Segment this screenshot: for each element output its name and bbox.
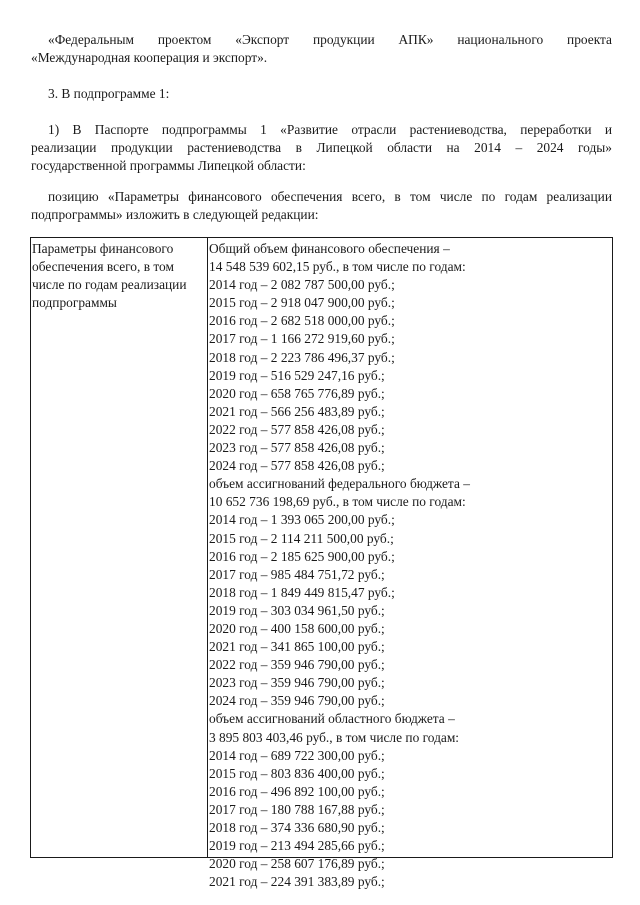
table-right-cell-line: 2018 год – 2 223 786 496,37 руб.;	[209, 349, 395, 365]
table-right-cell-line: 2014 год – 1 393 065 200,00 руб.;	[209, 512, 395, 528]
table-right-cell-line: 2018 год – 1 849 449 815,47 руб.;	[209, 584, 395, 600]
table-right-cell-line: 2024 год – 359 946 790,00 руб.;	[209, 693, 385, 709]
table-right-cell-line: 2023 год – 577 858 426,08 руб.;	[209, 440, 385, 456]
table-left-cell-line: числе по годам реализации	[32, 277, 187, 293]
table-right-cell-line: 2016 год – 2 682 518 000,00 руб.;	[209, 313, 395, 329]
table-right-cell-line: 2021 год – 224 391 383,89 руб.;	[209, 874, 385, 890]
table-right-cell-line: 2017 год – 180 788 167,88 руб.;	[209, 801, 385, 817]
table-right-cell-line: 2020 год – 658 765 776,89 руб.;	[209, 385, 385, 401]
paragraph-federal-project-line2: «Международная кооперация и экспорт».	[31, 50, 268, 65]
table-right-cell-line: 2021 год – 341 865 100,00 руб.;	[209, 639, 385, 655]
paragraph-subprogram-heading: 3. В подпрограмме 1:	[48, 86, 170, 101]
paragraph-passport-line3: государственной программы Липецкой области:	[31, 158, 306, 173]
table-right-cell-line: 2019 год – 303 034 961,50 руб.;	[209, 602, 385, 618]
paragraph-federal-project-line1: «Федеральным проектом «Экспорт продукции АПК» национального проекта	[48, 32, 612, 47]
table-left-cell-line: обеспечения всего, в том	[32, 259, 174, 275]
table-right-cell-line: 2019 год – 213 494 285,66 руб.;	[209, 838, 385, 854]
table-right-cell-line: 2018 год – 374 336 680,90 руб.;	[209, 820, 385, 835]
table-right-cell-line: 2016 год – 2 185 625 900,00 руб.;	[209, 548, 395, 564]
table-right-cell-line: 2015 год – 803 836 400,00 руб.;	[209, 765, 385, 781]
paragraph-position-line2: подпрограммы» изложить в следующей редакции:	[31, 207, 319, 222]
table-left-cell-line: подпрограммы	[32, 295, 117, 311]
table-right-cell-line: 10 652 736 198,69 руб., в том числе по годам:	[209, 494, 466, 510]
table-left-cell	[32, 240, 204, 312]
table-right-cell-line: объем ассигнований федерального бюджета –	[209, 476, 470, 492]
table-left-cell-line: Параметры финансового	[32, 241, 174, 256]
table-right-cell-line: 2024 год – 577 858 426,08 руб.;	[209, 458, 385, 474]
table-right-cell-line: объем ассигнований областного бюджета –	[209, 711, 455, 727]
table-right-cell-line: 2021 год – 566 256 483,89 руб.;	[209, 403, 385, 419]
paragraph-passport-line1: 1) В Паспорте подпрограммы 1 «Развитие отрасли растениеводства, переработки и	[48, 122, 612, 137]
table-right-cell-line: 2022 год – 577 858 426,08 руб.;	[209, 421, 385, 437]
table-right-cell-line: 2019 год – 516 529 247,16 руб.;	[209, 367, 385, 383]
table-right-cell-line: 2023 год – 359 946 790,00 руб.;	[209, 675, 385, 691]
paragraph-position-line1: позицию «Параметры финансового обеспечения всего, в том числе по годам реализации	[48, 189, 612, 204]
table-right-cell-line: 2015 год – 2 918 047 900,00 руб.;	[209, 295, 395, 311]
table-right-cell-line: 2020 год – 400 158 600,00 руб.;	[209, 620, 385, 636]
financing-table	[30, 237, 613, 890]
table-right-cell-line: 2017 год – 1 166 272 919,60 руб.;	[209, 331, 395, 347]
table-right-cell-line: 14 548 539 602,15 руб., в том числе по годам:	[209, 259, 466, 275]
table-right-cell-line: 2014 год – 689 722 300,00 руб.;	[209, 747, 385, 763]
table-right-cell-line: 2017 год – 985 484 751,72 руб.;	[209, 566, 385, 582]
table-right-cell-line: 2016 год – 496 892 100,00 руб.;	[209, 783, 385, 799]
table-column-divider	[207, 238, 208, 857]
table-right-cell-line: Общий объем финансового обеспечения –	[209, 241, 450, 256]
table-right-cell-line: 2015 год – 2 114 211 500,00 руб.;	[209, 530, 394, 546]
paragraph-passport-line2: реализации продукции растениеводства в Липецкой области на 2014 – 2024 годы»	[31, 140, 612, 155]
table-right-cell-line: 3 895 803 403,46 руб., в том числе по годам:	[209, 729, 460, 745]
table-right-cell	[209, 240, 609, 891]
table-right-cell-line: 2020 год – 258 607 176,89 руб.;	[209, 856, 385, 872]
table-right-cell-line: 2014 год – 2 082 787 500,00 руб.;	[209, 277, 395, 293]
table-right-cell-line: 2022 год – 359 946 790,00 руб.;	[209, 657, 385, 673]
